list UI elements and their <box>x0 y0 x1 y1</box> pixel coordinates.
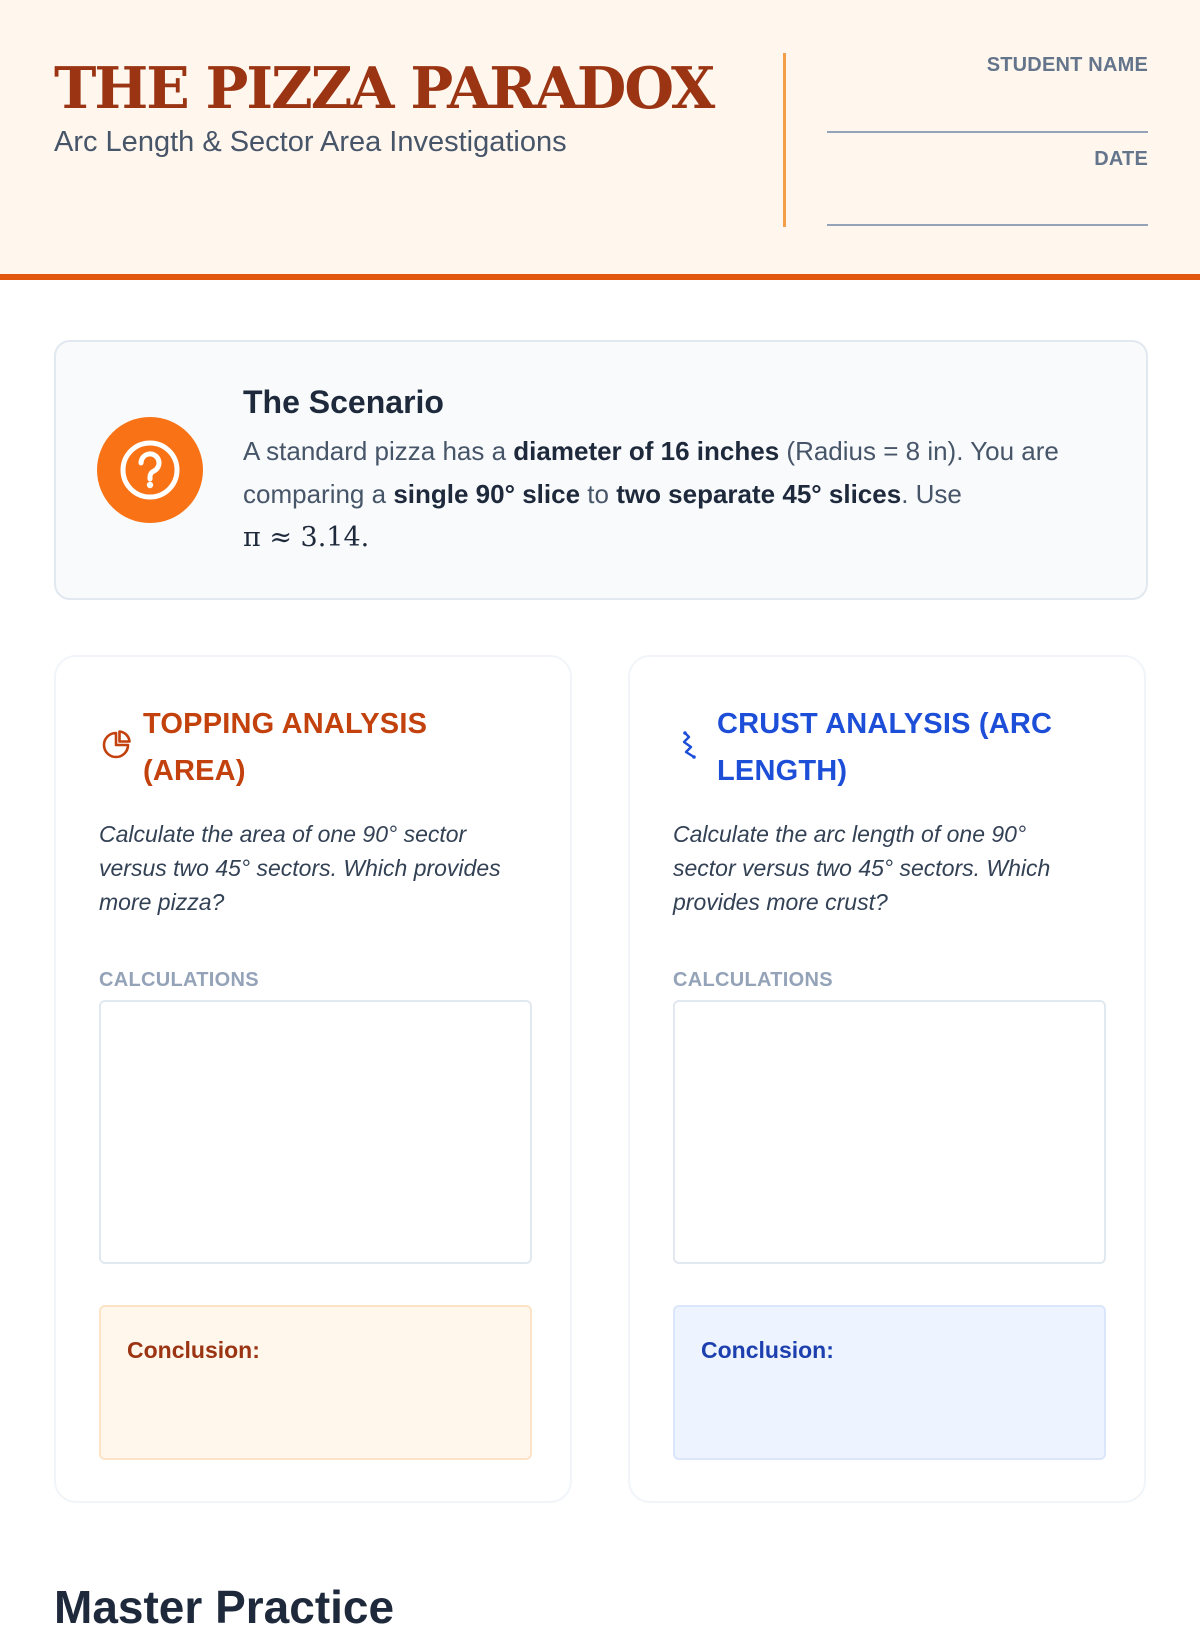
pi-approximation: π ≈ 3.14. <box>243 522 370 553</box>
crust-description: Calculate the arc length of one 90° sector versus two 45° sectors. Which provides more crust? <box>673 821 1051 915</box>
page-title: THE PIZZA PARADOX <box>54 55 714 122</box>
topping-conclusion-label: Conclusion: <box>127 1337 260 1363</box>
topping-conclusion-box[interactable] <box>99 1305 532 1460</box>
date-label: DATE <box>1094 148 1148 170</box>
spline-icon <box>673 728 707 762</box>
topping-calculations-box[interactable] <box>99 1000 532 1264</box>
crust-calculations-label: CALCULATIONS <box>673 969 833 991</box>
crust-card-title: CRUST ANALYSIS (ARC LENGTH) <box>717 708 1053 787</box>
pie-chart-icon <box>99 728 133 762</box>
question-circle-icon <box>97 417 203 523</box>
crust-card-header <box>673 701 1103 801</box>
crust-conclusion-label: Conclusion: <box>701 1337 834 1363</box>
worksheet-header <box>0 0 1200 280</box>
topping-calculations-label: CALCULATIONS <box>99 969 259 991</box>
crust-calculations-box[interactable] <box>673 1000 1106 1264</box>
scenario-title: The Scenario <box>243 384 444 420</box>
scenario-text: A standard pizza has a diameter of 16 inches (Radius = 8 in). You are comparing a single 90° slice to two separate 45° slices. Use π ≈ 3.14. <box>243 436 1059 553</box>
scenario-box <box>54 340 1148 600</box>
crust-conclusion-box[interactable] <box>673 1305 1106 1460</box>
next-section-heading: Master Practice <box>54 1581 395 1633</box>
student-name-field[interactable] <box>827 131 1148 133</box>
crust-analysis-card <box>628 655 1146 1503</box>
topping-card-header <box>99 701 529 801</box>
topping-description: Calculate the area of one 90° sector versus two 45° sectors. Which provides more pizza? <box>99 821 501 915</box>
date-field[interactable] <box>827 224 1148 226</box>
topping-card-title: TOPPING ANALYSIS (AREA) <box>143 708 428 787</box>
page-subtitle: Arc Length & Sector Area Investigations <box>54 126 567 158</box>
topping-analysis-card <box>54 655 572 1503</box>
student-name-label: STUDENT NAME <box>986 54 1148 76</box>
header-divider <box>783 53 786 227</box>
